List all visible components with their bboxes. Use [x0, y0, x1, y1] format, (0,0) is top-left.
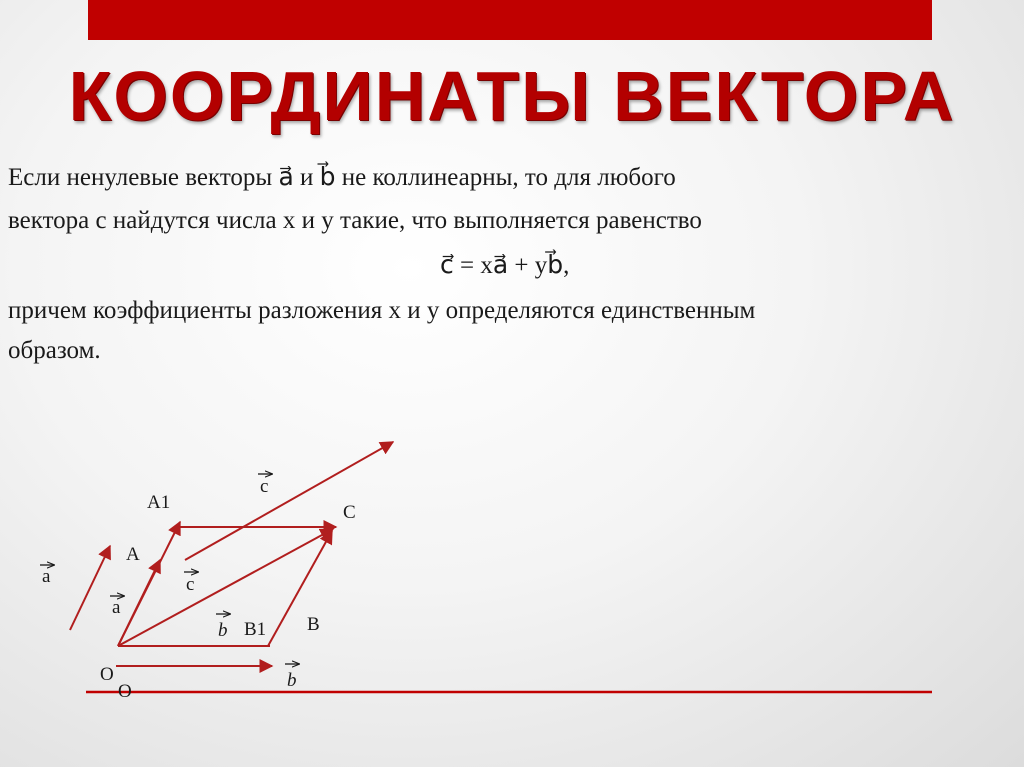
label-c-top [258, 474, 272, 497]
text-line-2: вектора с найдутся числа х и у такие, что выполняется равенство [8, 207, 702, 234]
label-A1: A1 [147, 492, 171, 513]
free-vector-a [70, 546, 110, 630]
svg-text:a: a [112, 597, 121, 618]
vector-B1C [268, 531, 332, 646]
label-a-left [40, 565, 54, 587]
svg-text:c: c [186, 574, 195, 595]
label-b-bottom [285, 664, 299, 691]
page-title: КООРДИНАТЫ ВЕКТОРА [68, 57, 956, 135]
text-line-1: Если ненулевые векторы a⃗ и b⃗ не коллинеарны, то для любого [8, 164, 676, 191]
svg-text:a: a [42, 566, 51, 587]
label-C: C [343, 502, 356, 523]
svg-text:c: c [260, 476, 269, 497]
label-b-mid [216, 614, 230, 641]
label-c-mid [184, 572, 198, 595]
text-line-3: причем коэффициенты разложения х и у определяются единственным [8, 297, 756, 324]
text-line-4: образом. [8, 337, 101, 364]
svg-text:b: b [218, 620, 228, 641]
label-B1: B1 [244, 619, 267, 640]
label-a-mid [110, 596, 124, 618]
vector-OA [118, 560, 160, 646]
label-A: A [126, 544, 140, 565]
formula: c⃗ = xa⃗ + yb⃗, [440, 252, 570, 279]
label-O2: O [118, 681, 132, 702]
label-O1: O [100, 664, 114, 685]
svg-text:b: b [287, 670, 297, 691]
label-B: B [307, 614, 320, 635]
free-vector-c [185, 442, 393, 560]
